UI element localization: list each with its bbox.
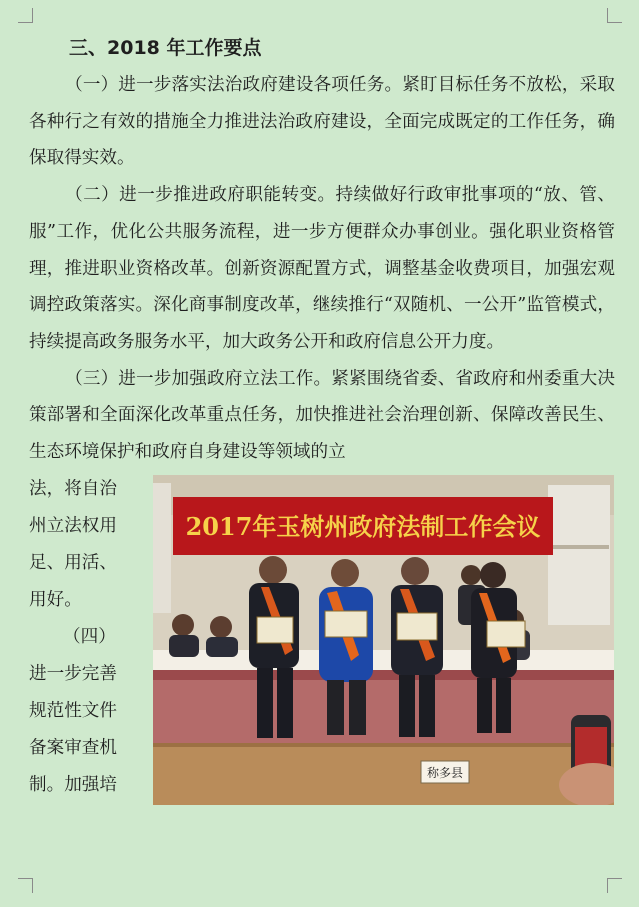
paragraph-1: （一）进一步落实法治政府建设各项任务。紧盯目标任务不放松，采取各种行之有效的措施全力推进法治政府建设，全面完成既定的工作任务，确保取得实效。 <box>29 75 615 169</box>
crop-mark-top-left <box>18 8 33 23</box>
crop-mark-top-right <box>607 8 622 23</box>
side-text-column <box>29 471 147 804</box>
crop-mark-bottom-left <box>18 878 33 893</box>
side-line: 备案审查机 <box>29 737 117 758</box>
side-line: 法，将自治 <box>29 478 117 499</box>
side-line: 用好。 <box>29 589 82 610</box>
side-line: 进一步完善 <box>29 663 117 684</box>
side-line: 规范性文件 <box>29 700 117 721</box>
paragraph-3: （三）进一步加强政府立法工作。紧紧围绕省委、省政府和州委重大决策部署和全面深化改革重点任务，加快推进社会治理创新、保障改善民生、生态环境保护和政府自身建设等领域的立 <box>29 368 615 463</box>
side-line: 足、用活、 <box>29 552 117 573</box>
crop-mark-bottom-right <box>607 878 622 893</box>
nameplate-text: 称多县 <box>426 765 464 780</box>
paragraph-2: （二）进一步推进政府职能转变。持续做好行政审批事项的“放、管、服”工作，优化公共服务流程，进一步方便群众办事创业。强化职业资格管理，推进职业资格改革。创新资源配置方式，调整基金收费项目，加强宏观调控政策落实。深化商事制度改革，继续推行“双随机、一公开”监管模式，持续提高政务服务水平，加大政务公开和政府信息公开力度。 <box>29 185 615 352</box>
document-page <box>29 32 615 804</box>
text-with-photo <box>29 471 615 804</box>
side-line: 制。加强培 <box>29 774 117 795</box>
side-line: （四） <box>63 626 116 647</box>
meeting-photo <box>153 475 614 805</box>
section-heading: 三、2018 年工作要点 <box>69 37 262 59</box>
side-line: 州立法权用 <box>29 515 117 536</box>
banner-title: 2017年玉树州政府法制工作会议 <box>185 511 541 541</box>
